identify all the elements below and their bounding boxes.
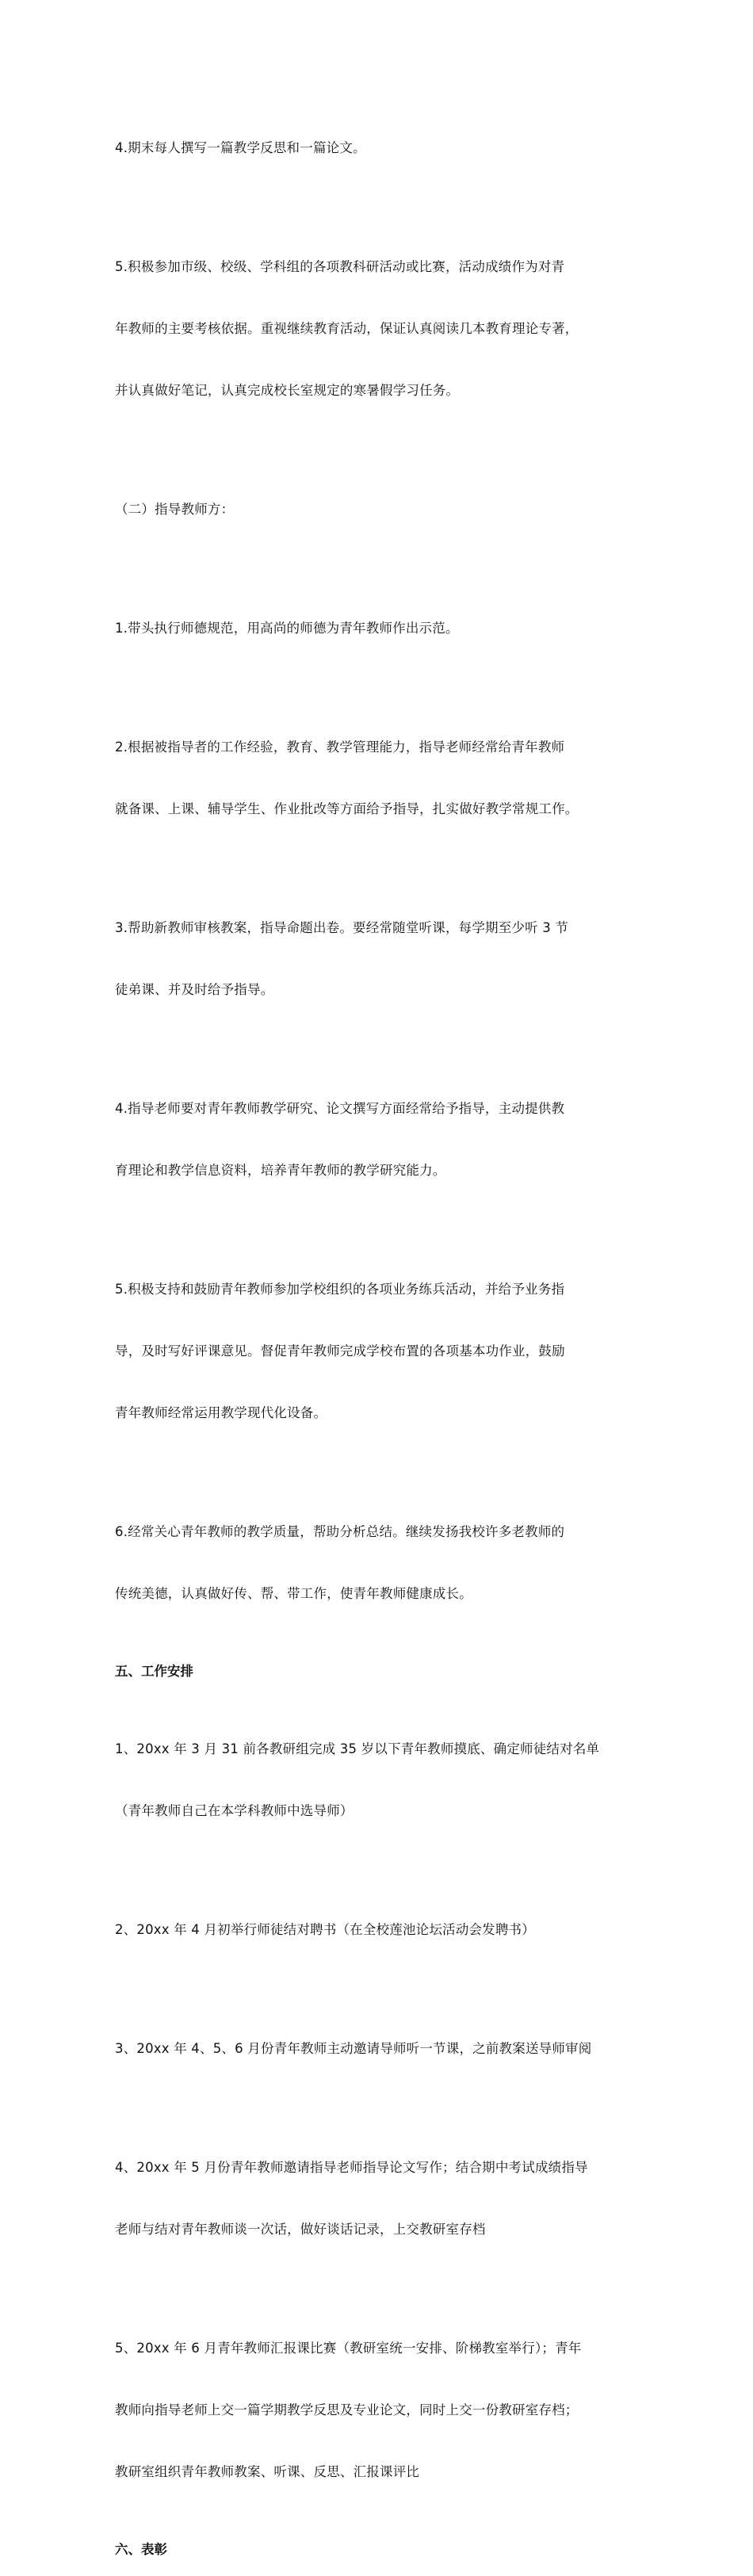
paragraph-mentor-4 — [115, 1057, 646, 1222]
text-line: 4.期末每人撰写一篇教学反思和一篇论文。 — [115, 140, 366, 155]
text-line: 导，及时写好评课意见。督促青年教师完成学校布置的各项基本功作业，鼓励 — [115, 1343, 565, 1359]
subsection-title-mentor — [115, 458, 646, 561]
text-line: （青年教师自己在本学科教师中选导师） — [115, 1803, 354, 1818]
section-heading-commendation — [115, 2540, 646, 2560]
text-line: 1、20xx 年 3 月 31 前各教研组完成 35 岁以下青年教师摸底、确定师徒结对名单 — [115, 1741, 600, 1756]
paragraph-item-5-research — [115, 216, 646, 442]
text-line: 2.根据被指导者的工作经验，教育、教学管理能力，指导老师经常给青年教师 — [115, 740, 565, 755]
text-line: 5、20xx 年 6 月青年教师汇报课比赛（教研室统一安排、阶梯教室举行）；青年 — [115, 2341, 582, 2356]
schedule-item-4 — [115, 2116, 646, 2281]
schedule-item-5 — [115, 2297, 646, 2524]
text-line: 五、工作安排 — [115, 1664, 193, 1679]
text-line: 育理论和教学信息资料，培养青年教师的教学研究能力。 — [115, 1163, 446, 1178]
schedule-item-3 — [115, 1997, 646, 2100]
text-line: 年教师的主要考核依据。重视继续教育活动，保证认真阅读几本教育理论专著， — [115, 321, 579, 336]
text-line: 老师与结对青年教师谈一次话，做好谈话记录，上交教研室存档 — [115, 2222, 486, 2237]
text-line: 教研室组织青年教师教案、听课、反思、汇报课评比 — [115, 2464, 420, 2479]
text-line: 3、20xx 年 4、5、6 月份青年教师主动邀请导师听一节课，之前教案送导师审阅 — [115, 2041, 592, 2056]
text-line: 教师向指导老师上交一篇学期教学反思及专业论文，同时上交一份教研室存档； — [115, 2402, 579, 2417]
text-line: 4、20xx 年 5 月份青年教师邀请指导老师指导论文写作；结合期中考试成绩指导 — [115, 2160, 588, 2175]
paragraph-item-4-reflection — [115, 97, 646, 200]
text-line: 5.积极支持和鼓励青年教师参加学校组织的各项业务练兵活动，并给予业务指 — [115, 1282, 565, 1297]
text-line: 2、20xx 年 4 月初举行师徒结对聘书（在全校莲池论坛活动会发聘书） — [115, 1922, 535, 1937]
schedule-item-2 — [115, 1878, 646, 1982]
paragraph-mentor-2 — [115, 696, 646, 861]
paragraph-mentor-5 — [115, 1238, 646, 1465]
text-line: 就备课、上课、辅导学生、作业批改等方面给予指导，扎实做好教学常规工作。 — [115, 801, 579, 816]
section-heading-work-schedule — [115, 1661, 646, 1682]
text-line: 3.帮助新教师审核教案，指导命题出卷。要经常随堂听课，每学期至少听 3 节 — [115, 920, 569, 935]
text-line: 徒弟课、并及时给予指导。 — [115, 982, 274, 997]
text-line: 5.积极参加市级、校级、学科组的各项教科研活动或比赛，活动成绩作为对青 — [115, 259, 565, 274]
text-line: 4.指导老师要对青年教师教学研究、论文撰写方面经常给予指导，主动提供教 — [115, 1101, 565, 1116]
text-line: 六、表彰 — [115, 2542, 167, 2557]
paragraph-mentor-6 — [115, 1481, 646, 1645]
text-line: 6.经常关心青年教师的教学质量，帮助分析总结。继续发扬我校许多老教师的 — [115, 1524, 565, 1539]
paragraph-mentor-3 — [115, 877, 646, 1041]
text-line: 并认真做好笔记，认真完成校长室规定的寒暑假学习任务。 — [115, 383, 460, 398]
text-line: 青年教师经常运用教学现代化设备。 — [115, 1405, 327, 1420]
document-page — [115, 97, 646, 2576]
paragraph-mentor-1 — [115, 577, 646, 680]
text-line: 传统美德，认真做好传、帮、带工作，使青年教师健康成长。 — [115, 1586, 472, 1601]
text-line: 1.带头执行师德规范，用高尚的师德为青年教师作出示范。 — [115, 621, 459, 636]
schedule-item-1 — [115, 1698, 646, 1863]
text-line: （二）指导教师方： — [115, 502, 235, 517]
